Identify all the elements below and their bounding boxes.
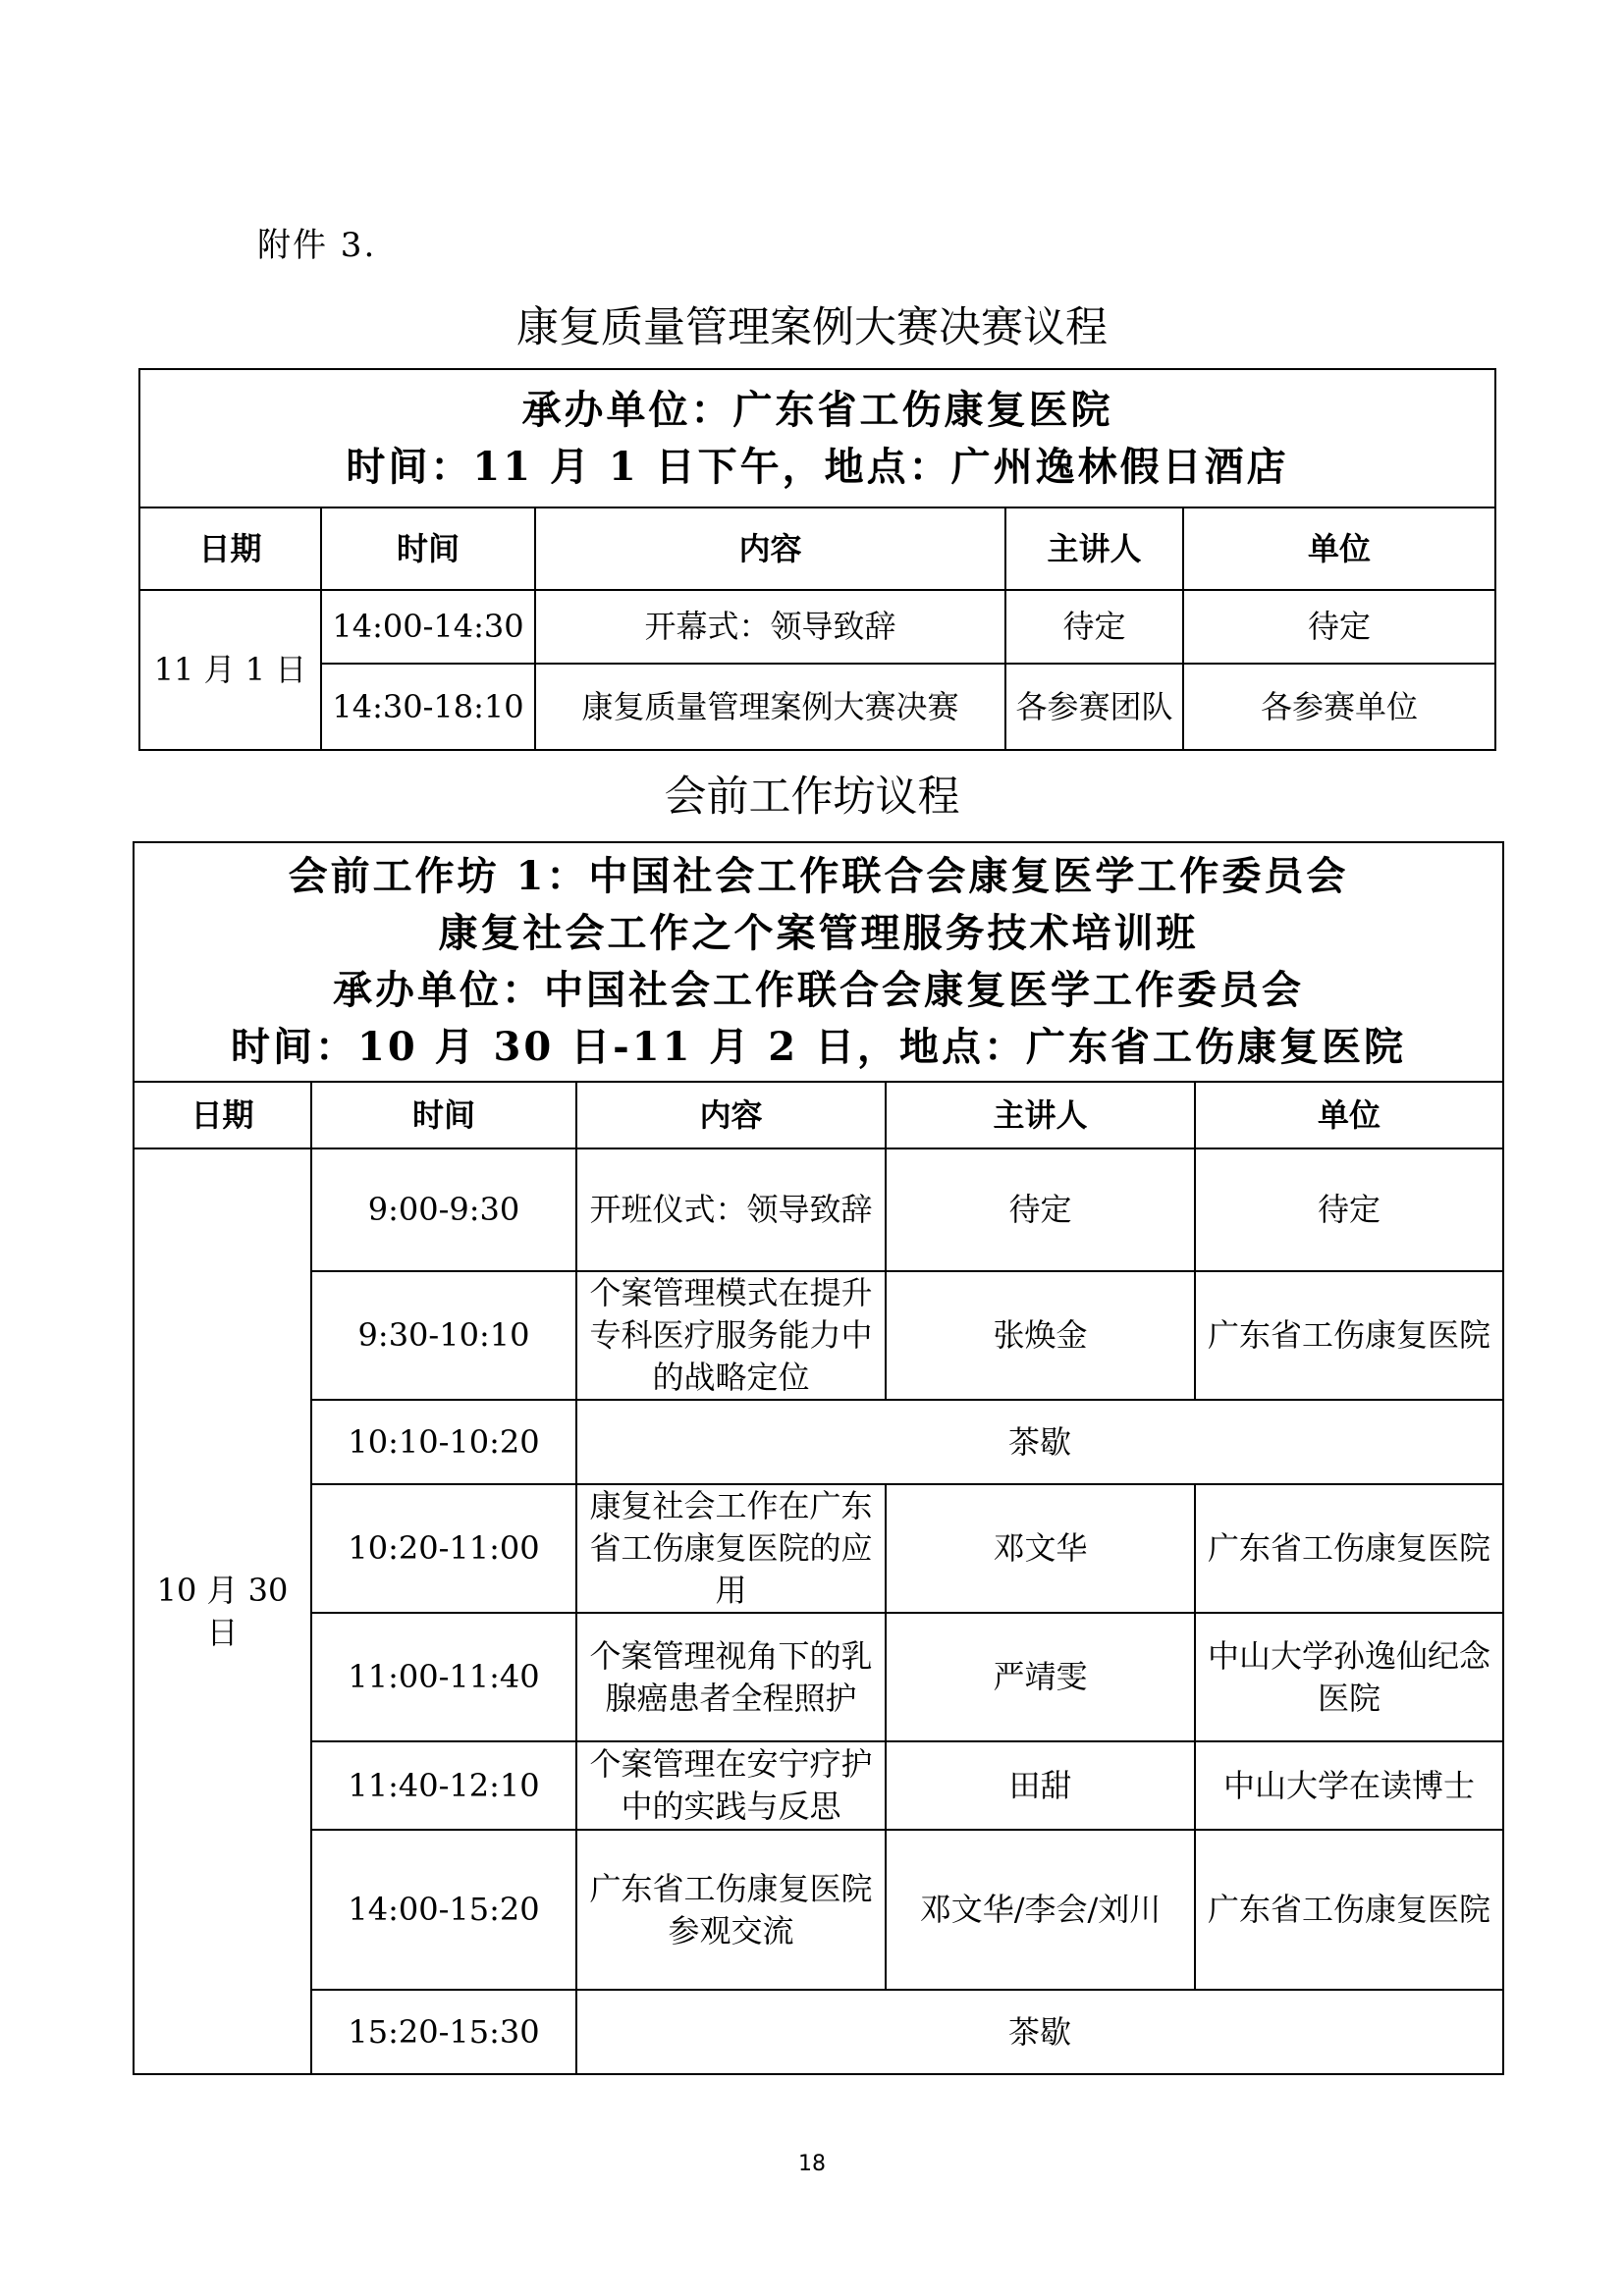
time-location-line: 时间：10 月 30 日-11 月 2 日，地点：广东省工伤康复医院 bbox=[231, 1024, 1407, 1070]
time-cell: 9:30-10:10 bbox=[311, 1271, 576, 1400]
training-name-line: 康复社会工作之个案管理服务技术培训班 bbox=[438, 910, 1199, 956]
time-cell: 11:40-12:10 bbox=[311, 1741, 576, 1830]
table-row bbox=[139, 664, 1495, 750]
tea-break-cell: 茶歇 bbox=[576, 1990, 1503, 2074]
time-cell: 10:10-10:20 bbox=[311, 1400, 576, 1484]
date-cell: 10 月 30 日 bbox=[134, 1148, 311, 2074]
content-cell: 康复质量管理案例大赛决赛 bbox=[535, 664, 1005, 750]
content-cell: 开班仪式：领导致辞 bbox=[576, 1148, 886, 1271]
table-row bbox=[134, 1830, 1503, 1990]
content-cell: 个案管理模式在提升专科医疗服务能力中的战略定位 bbox=[576, 1271, 886, 1400]
table-row-break bbox=[134, 1990, 1503, 2074]
time-cell: 14:00-14:30 bbox=[321, 590, 535, 664]
page-number: 18 bbox=[798, 2152, 826, 2176]
speaker-cell: 张焕金 bbox=[886, 1271, 1195, 1400]
table-row bbox=[134, 1484, 1503, 1613]
speaker-cell: 邓文华/李会/刘川 bbox=[886, 1830, 1195, 1990]
time-location-line: 时间：11 月 1 日下午，地点：广州逸林假日酒店 bbox=[346, 443, 1289, 490]
header-speaker: 主讲人 bbox=[1005, 507, 1183, 590]
content-cell: 个案管理在安宁疗护中的实践与反思 bbox=[576, 1741, 886, 1830]
table-row bbox=[134, 1271, 1503, 1400]
speaker-cell: 田甜 bbox=[886, 1741, 1195, 1830]
header-row bbox=[134, 1082, 1503, 1148]
table-row bbox=[139, 590, 1495, 664]
time-cell: 9:00-9:30 bbox=[311, 1148, 576, 1271]
workshop-agenda-title: 会前工作坊议程 bbox=[664, 773, 960, 822]
speaker-cell: 邓文华 bbox=[886, 1484, 1195, 1613]
time-cell: 11:00-11:40 bbox=[311, 1613, 576, 1741]
header-content: 内容 bbox=[535, 507, 1005, 590]
content-cell: 开幕式：领导致辞 bbox=[535, 590, 1005, 664]
time-cell: 14:30-18:10 bbox=[321, 664, 535, 750]
unit-cell: 中山大学在读博士 bbox=[1195, 1741, 1503, 1830]
header-time: 时间 bbox=[321, 507, 535, 590]
table-row-break bbox=[134, 1400, 1503, 1484]
header-time: 时间 bbox=[311, 1082, 576, 1148]
unit-cell: 广东省工伤康复医院 bbox=[1195, 1271, 1503, 1400]
final-agenda-title: 康复质量管理案例大赛决赛议程 bbox=[516, 303, 1108, 352]
content-cell: 广东省工伤康复医院参观交流 bbox=[576, 1830, 886, 1990]
workshop-agenda-table bbox=[133, 841, 1504, 2075]
host-line: 承办单位：中国社会工作联合会康复医学工作委员会 bbox=[333, 967, 1305, 1013]
date-cell: 11 月 1 日 bbox=[139, 590, 321, 750]
workshop-name-line: 会前工作坊 1：中国社会工作联合会康复医学工作委员会 bbox=[288, 853, 1349, 899]
header-date: 日期 bbox=[134, 1082, 311, 1148]
unit-cell: 广东省工伤康复医院 bbox=[1195, 1484, 1503, 1613]
unit-cell: 中山大学孙逸仙纪念医院 bbox=[1195, 1613, 1503, 1741]
table-row bbox=[134, 1741, 1503, 1830]
host-line: 承办单位：广东省工伤康复医院 bbox=[521, 386, 1113, 433]
time-cell: 14:00-15:20 bbox=[311, 1830, 576, 1990]
unit-cell: 各参赛单位 bbox=[1183, 664, 1495, 750]
time-cell: 15:20-15:30 bbox=[311, 1990, 576, 2074]
unit-cell: 广东省工伤康复医院 bbox=[1195, 1830, 1503, 1990]
banner-row bbox=[134, 842, 1503, 1082]
attachment-label: 附件 3. bbox=[257, 226, 377, 265]
header-speaker: 主讲人 bbox=[886, 1082, 1195, 1148]
header-date: 日期 bbox=[139, 507, 321, 590]
tea-break-cell: 茶歇 bbox=[576, 1400, 1503, 1484]
table-row bbox=[134, 1613, 1503, 1741]
header-content: 内容 bbox=[576, 1082, 886, 1148]
content-cell: 个案管理视角下的乳腺癌患者全程照护 bbox=[576, 1613, 886, 1741]
speaker-cell: 待定 bbox=[1005, 590, 1183, 664]
unit-cell: 待定 bbox=[1183, 590, 1495, 664]
header-unit: 单位 bbox=[1195, 1082, 1503, 1148]
banner-cell bbox=[139, 369, 1495, 507]
unit-cell: 待定 bbox=[1195, 1148, 1503, 1271]
speaker-cell: 严靖雯 bbox=[886, 1613, 1195, 1741]
banner-row bbox=[139, 369, 1495, 507]
header-row bbox=[139, 507, 1495, 590]
speaker-cell: 各参赛团队 bbox=[1005, 664, 1183, 750]
table-row bbox=[134, 1148, 1503, 1271]
time-cell: 10:20-11:00 bbox=[311, 1484, 576, 1613]
content-cell: 康复社会工作在广东省工伤康复医院的应用 bbox=[576, 1484, 886, 1613]
final-agenda-table bbox=[138, 368, 1496, 751]
banner-cell bbox=[134, 842, 1503, 1082]
speaker-cell: 待定 bbox=[886, 1148, 1195, 1271]
header-unit: 单位 bbox=[1183, 507, 1495, 590]
